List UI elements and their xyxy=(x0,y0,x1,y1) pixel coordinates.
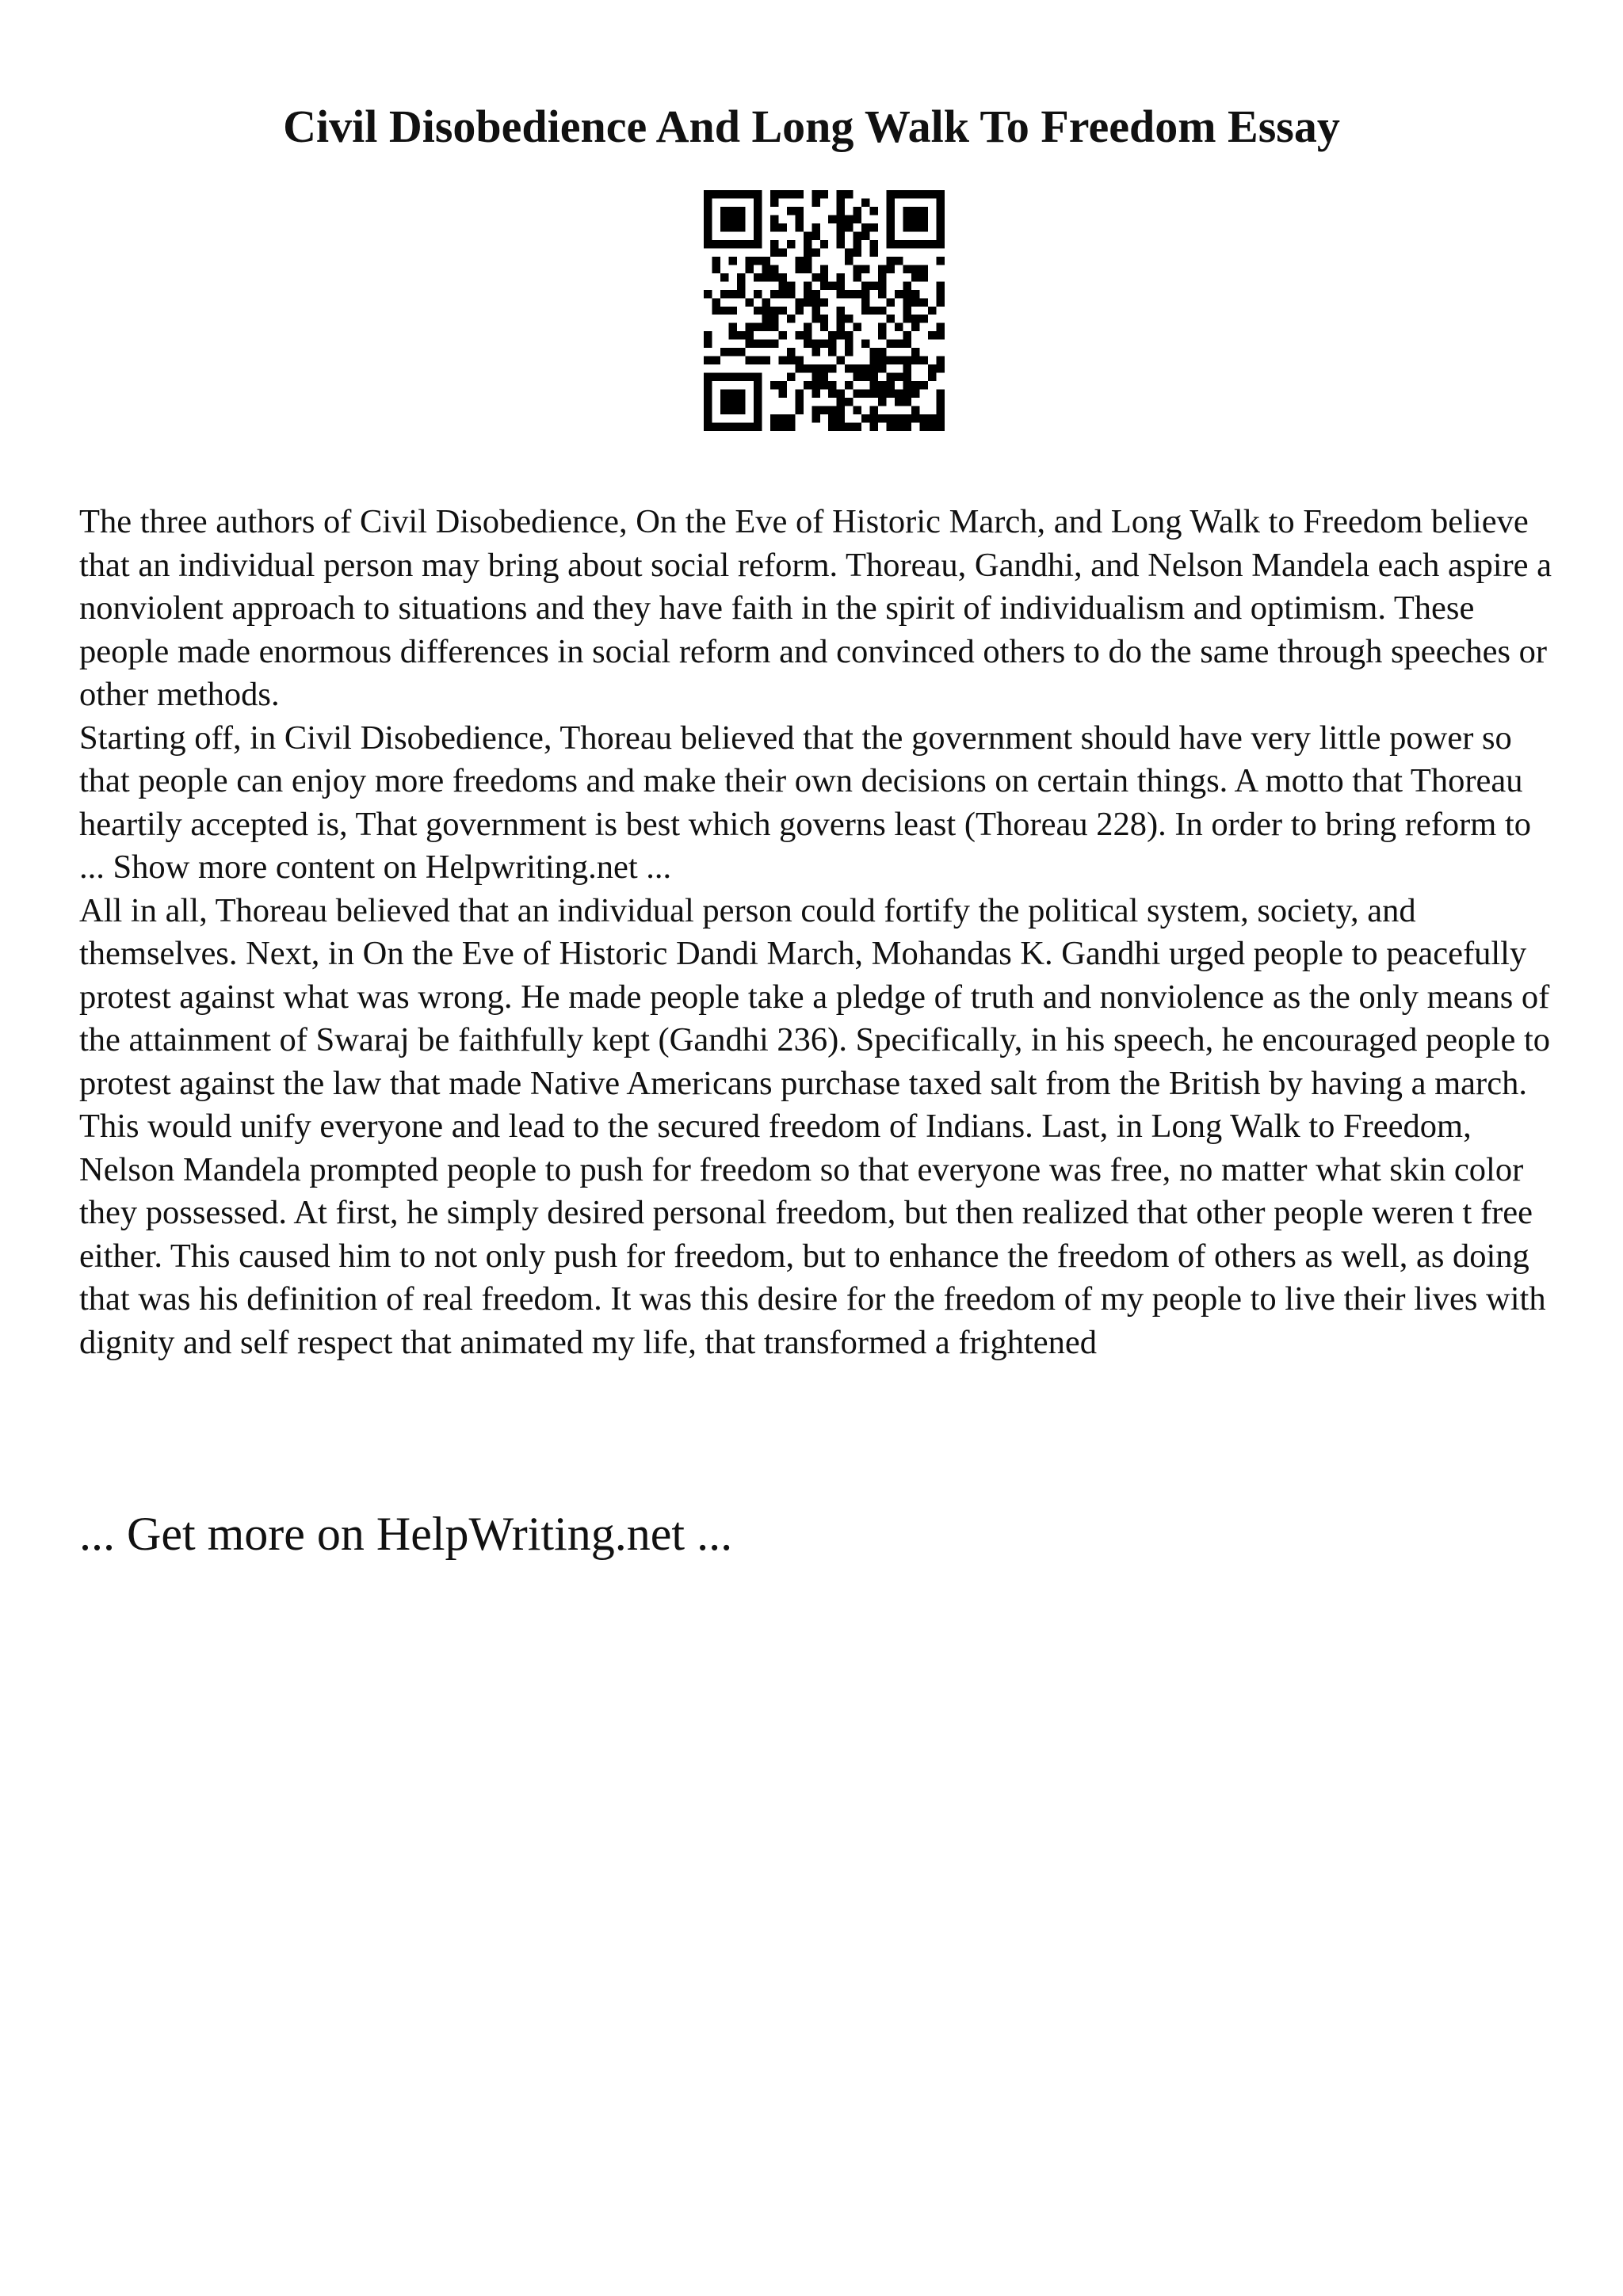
essay-paragraph-1: The three authors of Civil Disobedience, On the Eve of Historic March, and Long Walk to Freedom believe that an individual person may bring about social reform. Thoreau, Gandhi, and Nelson Mandela each aspire a nonviolent approach to situations and they have faith in the spirit of individualism and optimism. These people made enormous differences in social reform and convinced others to do the same through speeches or other methods. xyxy=(79,503,1552,713)
qr-code-icon xyxy=(704,190,945,431)
essay-body xyxy=(79,501,1553,1364)
get-more-link[interactable]: ... Get more on HelpWriting.net ... xyxy=(79,1508,733,1560)
essay-paragraph-2: Starting off, in Civil Disobedience, Thoreau believed that the government should have very little power so that people can enjoy more freedoms and make their own decisions on certain things. A motto that Thoreau heartily accepted is, That government is best which governs least (Thoreau 228). In order to bring reform to ... Show more content on Helpwriting.net ... xyxy=(79,719,1532,886)
essay-paragraph-3: All in all, Thoreau believed that an individual person could fortify the political system, society, and themselves. Next, in On the Eve of Historic Dandi March, Mohandas K. Gandhi urged people to peacefully protest against what was wrong. He made people take a pledge of truth and nonviolence as the only means of the attainment of Swaraj be faithfully kept (Gandhi 236). Specifically, in his speech, he encouraged people to protest against the law that made Native Americans purchase taxed salt from the British by having a march. This would unify everyone and lead to the secured freedom of Indians. Last, in Long Walk to Freedom, Nelson Mandela prompted people to push for freedom so that everyone was free, no matter what skin color they possessed. At first, he simply desired personal freedom, but then realized that other people weren t free either. This caused him to not only push for freedom, but to enhance the freedom of others as well, as doing that was his definition of real freedom. It was this desire for the freedom of my people to live their lives with dignity and self respect that animated my life, that transformed a frightened xyxy=(79,891,1551,1361)
document-title: Civil Disobedience And Long Walk To Freedom Essay xyxy=(283,101,1340,152)
